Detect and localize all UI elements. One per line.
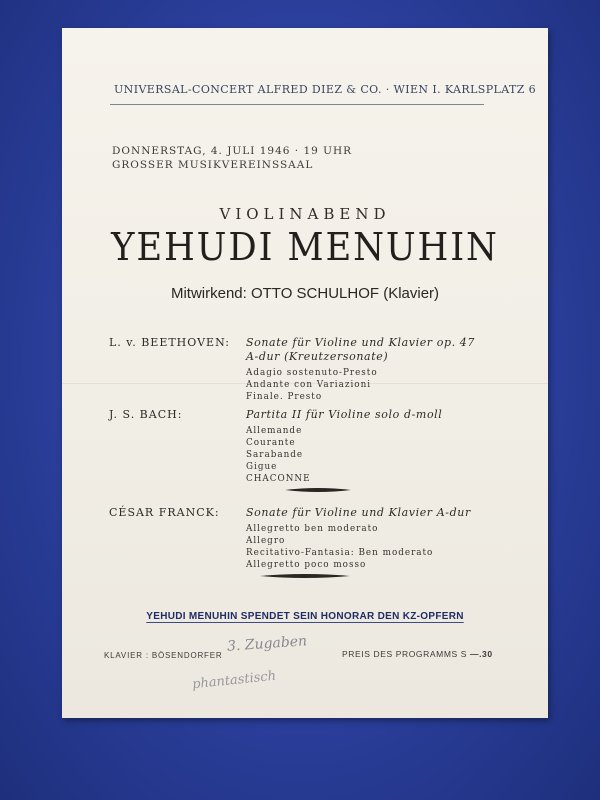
composer-bach: J. S. BACH: [109,408,183,421]
movement-item: Gigue [246,462,278,472]
movement-item: Recitativo-Fantasia: Ben moderato [246,548,434,558]
movement-item: Allegro [246,536,286,546]
work-franck-line1: Sonate für Violine und Klavier A-dur [246,506,471,519]
handwritten-note: phantastisch [191,668,277,693]
movement-item: Adagio sostenuto-Presto [246,368,378,378]
movement-item: Allemande [246,426,303,436]
composer-franck: CÉSAR FRANCK: [109,506,220,519]
header-rule [110,104,484,105]
donation-notice: YEHUDI MENUHIN SPENDET SEIN HONORAR DEN KZ-OPFERN [146,611,464,622]
ornament-divider [260,573,350,579]
movement-item: Allegretto ben moderato [246,524,379,534]
piano-maker-note: KLAVIER : BÖSENDORFER [104,651,223,660]
movement-item: Andante con Variazioni [246,380,372,390]
event-date: DONNERSTAG, 4. JULI 1946 · 19 UHR [112,145,353,157]
movement-item: Finale. Presto [246,392,323,402]
movement-item: Sarabande [246,450,304,460]
header-agency-line: UNIVERSAL-CONCERT ALFRED DIEZ & CO. · WIEN I. KARLSPLATZ 6 [114,83,537,96]
event-subtitle: VIOLINABEND [219,205,391,223]
price-value: —.30 [469,649,493,659]
movement-item: Allegretto poco mosso [246,560,367,570]
concert-program-sheet [62,28,548,718]
price-label: PREIS DES PROGRAMMS S [342,649,468,659]
composer-beethoven: L. v. BEETHOVEN: [109,336,231,349]
handwritten-note: 3. Zugaben [226,633,308,655]
movement-item: Courante [246,438,296,448]
work-bach-line1: Partita II für Violine solo d-moll [246,408,443,421]
work-beethoven-line2: A-dur (Kreutzersonate) [246,350,389,363]
event-venue: GROSSER MUSIKVEREINSSAAL [112,159,314,171]
work-beethoven-line1: Sonate für Violine und Klavier op. 47 [246,336,476,349]
artist-name-title: YEHUDI MENUHIN [111,225,499,269]
movement-item: CHACONNE [246,474,311,484]
program-price [342,649,493,659]
accompanist-line: Mitwirkend: OTTO SCHULHOF (Klavier) [170,285,440,302]
ornament-divider [285,487,351,493]
